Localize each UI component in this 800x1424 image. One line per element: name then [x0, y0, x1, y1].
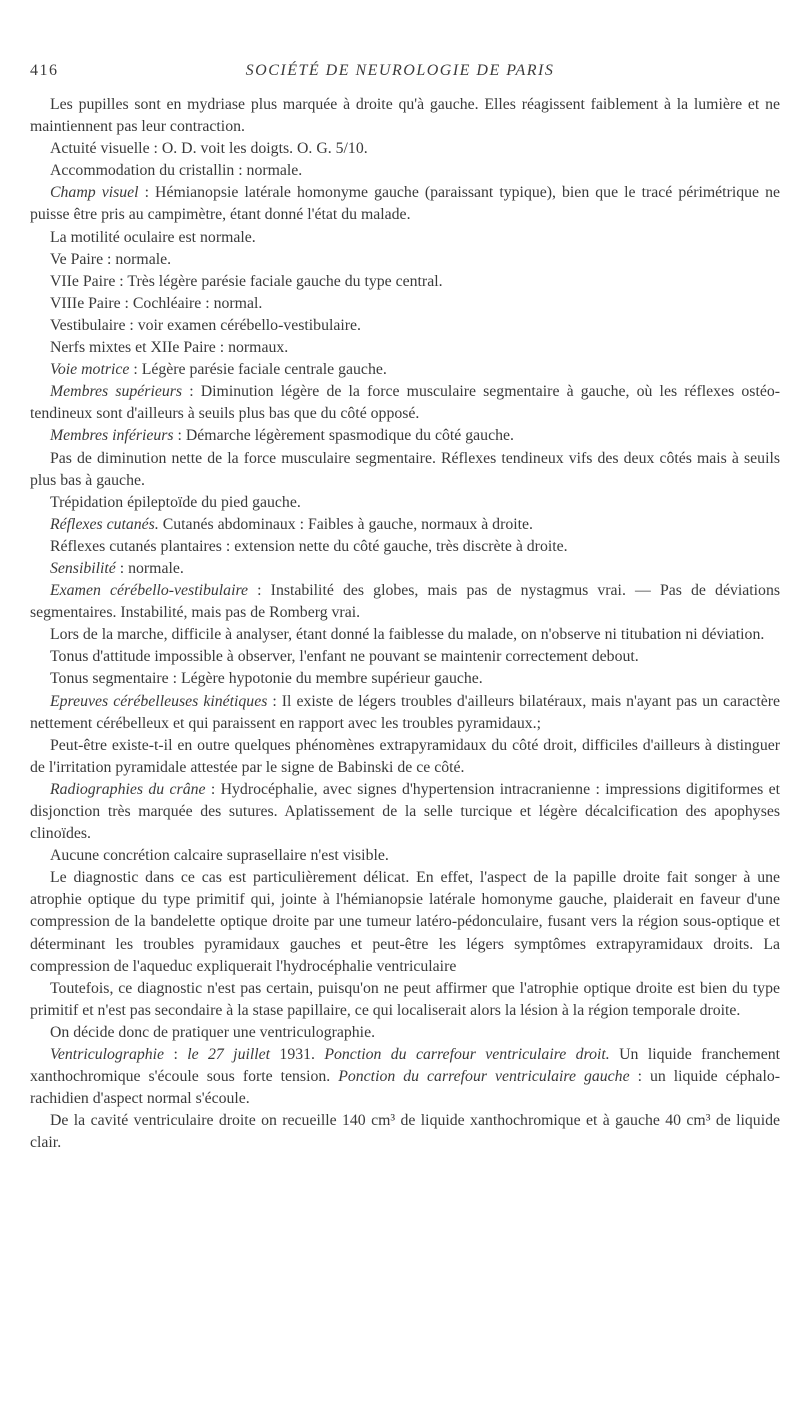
- paragraph: [30, 94, 780, 138]
- paragraph: [30, 337, 780, 359]
- text-run: Toutefois, ce diagnostic n'est pas certain, puisqu'on ne peut affirmer que l'atrophie optique droite est bien du type primitif et n'est pas secondaire à la stase papillaire, ce qui localiserait alors la lésion à la région temporale droite.: [30, 979, 780, 1019]
- text-run: De la cavité ventriculaire droite on recueille 140 cm³ de liquide xanthochromique et à gauche 40 cm³ de liquide clair.: [30, 1112, 780, 1152]
- text-run: Pas de diminution nette de la force musculaire segmentaire. Réflexes tendineux vifs des deux côtés mais à seuils plus bas à gauche.: [30, 449, 780, 489]
- paragraph: [30, 492, 780, 514]
- text-run: Peut-être existe-t-il en outre quelques phénomènes extrapyramidaux du côté droit, difficiles d'ailleurs à distinguer de l'irritation pyramidale attestée par le signe de Babinski de ce côté.: [30, 736, 780, 776]
- paragraph: [30, 227, 780, 249]
- text-run: Vestibulaire : voir examen cérébello-vestibulaire.: [50, 316, 361, 334]
- text-run: Cutanés abdominaux : Faibles à gauche, normaux à droite.: [158, 515, 533, 533]
- paragraph: [30, 249, 780, 271]
- text-run: : normale.: [115, 559, 184, 577]
- paragraph: [30, 425, 780, 447]
- text-run: : Hydrocéphalie, avec signes d'hypertension intracranienne : impressions digitiformes et disjonction très marquée des sutures. Aplatissement de la selle turcique et légère décalcification des apophyses clinoïdes.: [30, 780, 781, 843]
- text-run: VIIe Paire : Très légère parésie faciale gauche du type central.: [50, 272, 443, 290]
- text-run: Un liquide franchement xanthochromique s'écoule sous forte tension.: [30, 1046, 781, 1086]
- paragraph: [30, 271, 780, 293]
- text-run: Le diagnostic dans ce cas est particulièrement délicat. En effet, l'aspect de la papille droite fait songer à une atrophie optique du type primitif qui, jointe à l'hémianopsie latérale homonyme gauche, plaiderait en faveur d'une compression de la bandelette optique droite par une tumeur latéro-pédonculaire, fusant vers la région sous-optique et déterminant les troubles pyramidaux gauches et peut-être les légers symptômes extrapyramidaux droits. La compression de l'aqueduc expliquerait l'hydrocéphalie ventriculaire: [30, 869, 780, 975]
- paragraph: [30, 558, 780, 580]
- paragraph: [30, 691, 780, 735]
- paragraph: [30, 978, 780, 1022]
- paragraph: [30, 182, 780, 226]
- page-header: [30, 62, 770, 86]
- text-run: : Hémianopsie latérale homonyme gauche (paraissant typique), bien que le tracé périmétrique ne puisse être pris au campimètre, étant donné l'état du malade.: [30, 184, 780, 224]
- text-run: : Démarche légèrement spasmodique du côté gauche.: [173, 427, 514, 445]
- text-run: Accommodation du cristallin : normale.: [50, 162, 303, 180]
- italic-text: Voie motrice: [50, 361, 130, 379]
- paragraph: [30, 1022, 780, 1044]
- text-run: Tonus d'attitude impossible à observer, l'enfant ne pouvant se maintenir correctement debout.: [50, 648, 639, 666]
- text-run: VIIIe Paire : Cochléaire : normal.: [50, 294, 263, 312]
- paragraph: [30, 293, 780, 315]
- italic-text: Examen cérébello-vestibulaire: [50, 582, 249, 600]
- paragraph: [30, 514, 780, 536]
- text-run: : Légère parésie faciale centrale gauche.: [129, 361, 387, 379]
- paragraph: [30, 359, 780, 381]
- text-run: Nerfs mixtes et XIIe Paire : normaux.: [50, 339, 289, 357]
- text-run: : un liquide céphalo-rachidien d'aspect normal s'écoule.: [30, 1068, 780, 1108]
- paragraph: [30, 867, 780, 977]
- text-run: Ve Paire : normale.: [50, 250, 172, 268]
- paragraph: [30, 779, 780, 845]
- text-run: 1931.: [270, 1046, 325, 1064]
- italic-text: Réflexes cutanés.: [50, 515, 159, 533]
- text-run: : Instabilité des globes, mais pas de nystagmus vrai. — Pas de déviations segmentaires. Instabilité, mais pas de Romberg vrai.: [30, 582, 780, 622]
- text-run: :: [164, 1046, 188, 1064]
- body-text: [30, 94, 780, 1155]
- paragraph: [30, 138, 780, 160]
- paragraph: [30, 536, 780, 558]
- text-run: Lors de la marche, difficile à analyser, étant donné la faiblesse du malade, on n'observe ni titubation ni déviation.: [50, 626, 765, 644]
- paragraph: [30, 668, 780, 690]
- italic-text: Ponction du carrefour ventriculaire gauche: [338, 1068, 630, 1086]
- paragraph: [30, 646, 780, 668]
- paragraph: [30, 1044, 780, 1110]
- text-run: La motilité oculaire est normale.: [50, 228, 256, 246]
- paragraph: [30, 624, 780, 646]
- paragraph: [30, 580, 780, 624]
- italic-text: Ventriculographie: [50, 1046, 165, 1064]
- text-run: Réflexes cutanés plantaires : extension nette du côté gauche, très discrète à droite.: [50, 537, 568, 555]
- text-run: On décide donc de pratiquer une ventriculographie.: [50, 1023, 376, 1041]
- page-number: 416: [30, 62, 59, 79]
- text-run: Actuité visuelle : O. D. voit les doigts. O. G. 5/10.: [50, 140, 368, 158]
- paragraph: [30, 160, 780, 182]
- text-run: : Diminution légère de la force musculaire segmentaire à gauche, où les réflexes ostéo-tendineux sont d'ailleurs à seuils plus bas que du côté opposé.: [30, 383, 780, 423]
- paragraph: [30, 735, 780, 779]
- text-run: Aucune concrétion calcaire suprasellaire n'est visible.: [50, 847, 389, 865]
- italic-text: le 27 juillet: [187, 1046, 271, 1064]
- italic-text: Epreuves cérébelleuses kinétiques: [50, 692, 268, 710]
- italic-text: Ponction du carrefour ventriculaire droit.: [324, 1046, 610, 1064]
- italic-text: Radiographies du crâne: [50, 780, 206, 798]
- paragraph: [30, 845, 780, 867]
- text-run: Trépidation épileptoïde du pied gauche.: [50, 493, 301, 511]
- italic-text: Champ visuel: [50, 184, 139, 202]
- paragraph: [30, 1110, 780, 1154]
- italic-text: Membres inférieurs: [50, 427, 174, 445]
- italic-text: Membres supérieurs: [50, 383, 183, 401]
- paragraph: [30, 448, 780, 492]
- text-run: Tonus segmentaire : Légère hypotonie du membre supérieur gauche.: [50, 670, 483, 688]
- text-run: Les pupilles sont en mydriase plus marquée à droite qu'à gauche. Elles réagissent faiblement à la lumière et ne maintiennent pas leur contraction.: [30, 96, 780, 136]
- italic-text: Sensibilité: [50, 559, 116, 577]
- running-title: SOCIÉTÉ DE NEUROLOGIE DE PARIS: [245, 62, 555, 79]
- paragraph: [30, 315, 780, 337]
- text-run: : Il existe de légers troubles d'ailleurs bilatéraux, mais n'ayant pas un caractère nettement cérébelleux et qui paraissent en rapport avec les troubles pyramidaux.;: [30, 692, 780, 732]
- paragraph: [30, 381, 780, 425]
